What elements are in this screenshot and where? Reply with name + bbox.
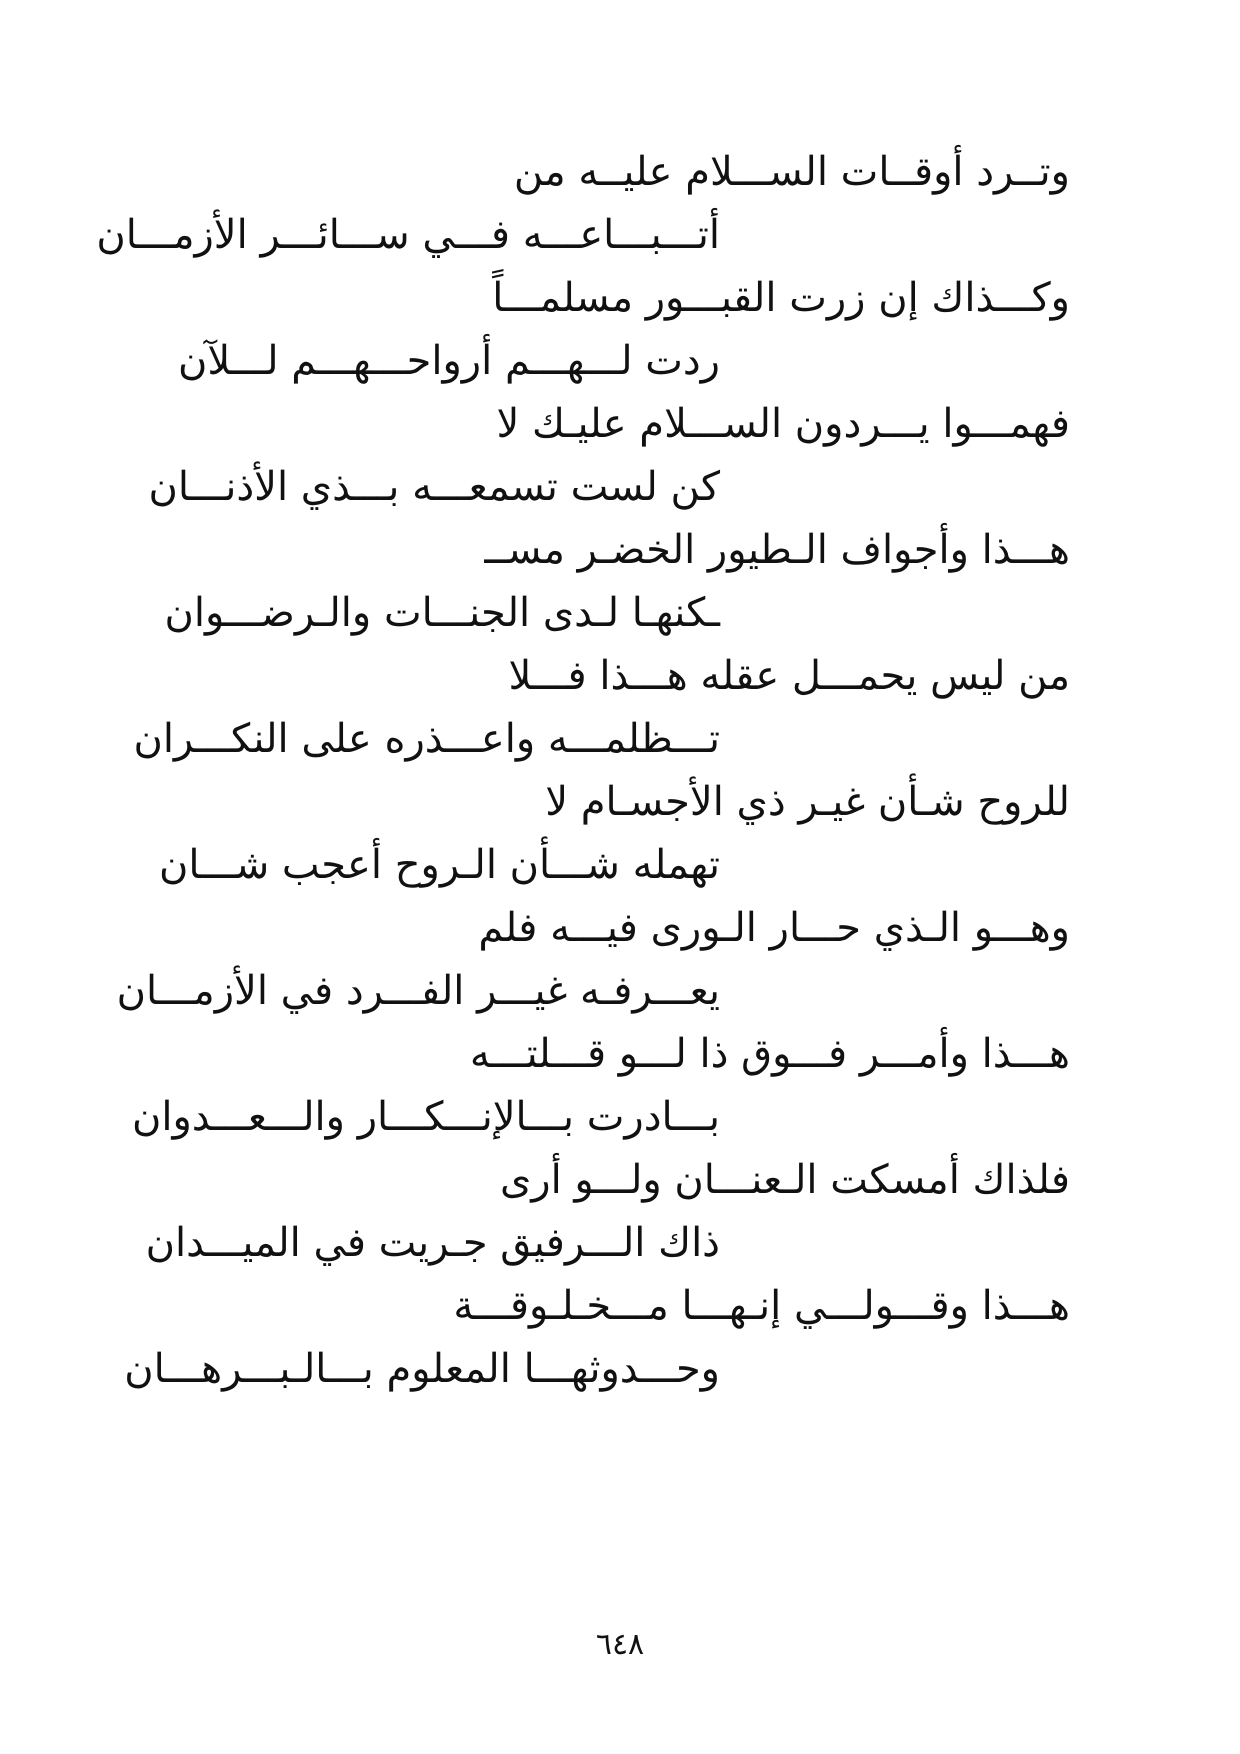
verse-line-8: ـكنهـا لـدى الجنـــات والـرضـــوان — [164, 590, 720, 636]
verse-line-1: وتــرد أوقــات الســـلام عليــه من — [513, 149, 1070, 195]
verse-line-13: وهـــو الـذي حـــار الـورى فيـــه فلم — [478, 905, 1070, 951]
verse-line-9: من ليس يحمـــل عقله هـــذا فـــلا — [508, 653, 1070, 699]
verse-line-17: فلذاك أمسكت الـعنـــان ولـــو أرى — [499, 1157, 1070, 1203]
verse-line-15: هـــذا وأمـــر فـــوق ذا لـــو قـــلتـــه — [469, 1031, 1070, 1077]
verse-line-18: ذاك الـــرفيق جـريت في الميـــدان — [145, 1220, 720, 1266]
verse-line-10: تـــظلمـــه واعـــذره على النكـــران — [133, 716, 720, 762]
verse-line-3: وكـــذاك إن زرت القبـــور مسلمـــاً — [492, 275, 1070, 321]
verse-line-12: تهمله شـــأن الـروح أعجب شـــان — [158, 842, 720, 888]
verse-line-4: ردت لـــهـــم أرواحـــهـــم لـــلآن — [177, 338, 720, 384]
verse-line-11: للروح شـأن غيـر ذي الأجسـام لا — [545, 779, 1070, 825]
page-number: ٦٤٨ — [595, 1627, 645, 1662]
verse-line-16: بـــادرت بـــالإنـــكـــار والـــعـــدوان — [131, 1094, 720, 1140]
verse-line-7: هـــذا وأجواف الـطيور الخضـر مســ — [484, 527, 1070, 573]
verse-line-5: فهمـــوا يـــردون الســـلام عليـك لا — [496, 401, 1070, 447]
verse-line-14: يعـــرفـه غيـــر الفـــرد في الأزمـــان — [116, 968, 720, 1014]
verse-line-6: كن لست تسمعـــه بـــذي الأذنـــان — [148, 464, 720, 510]
verse-line-2: أتـــبـــاعـــه فـــي ســـائـــر الأزمـــان — [96, 212, 720, 258]
verse-line-19: هـــذا وقـــولـــي إنـهـــا مـــخـلـوقـــة — [453, 1283, 1070, 1329]
verse-line-20: وحـــدوثهـــا المعلوم بـــالـبـــرهـــان — [124, 1346, 720, 1392]
